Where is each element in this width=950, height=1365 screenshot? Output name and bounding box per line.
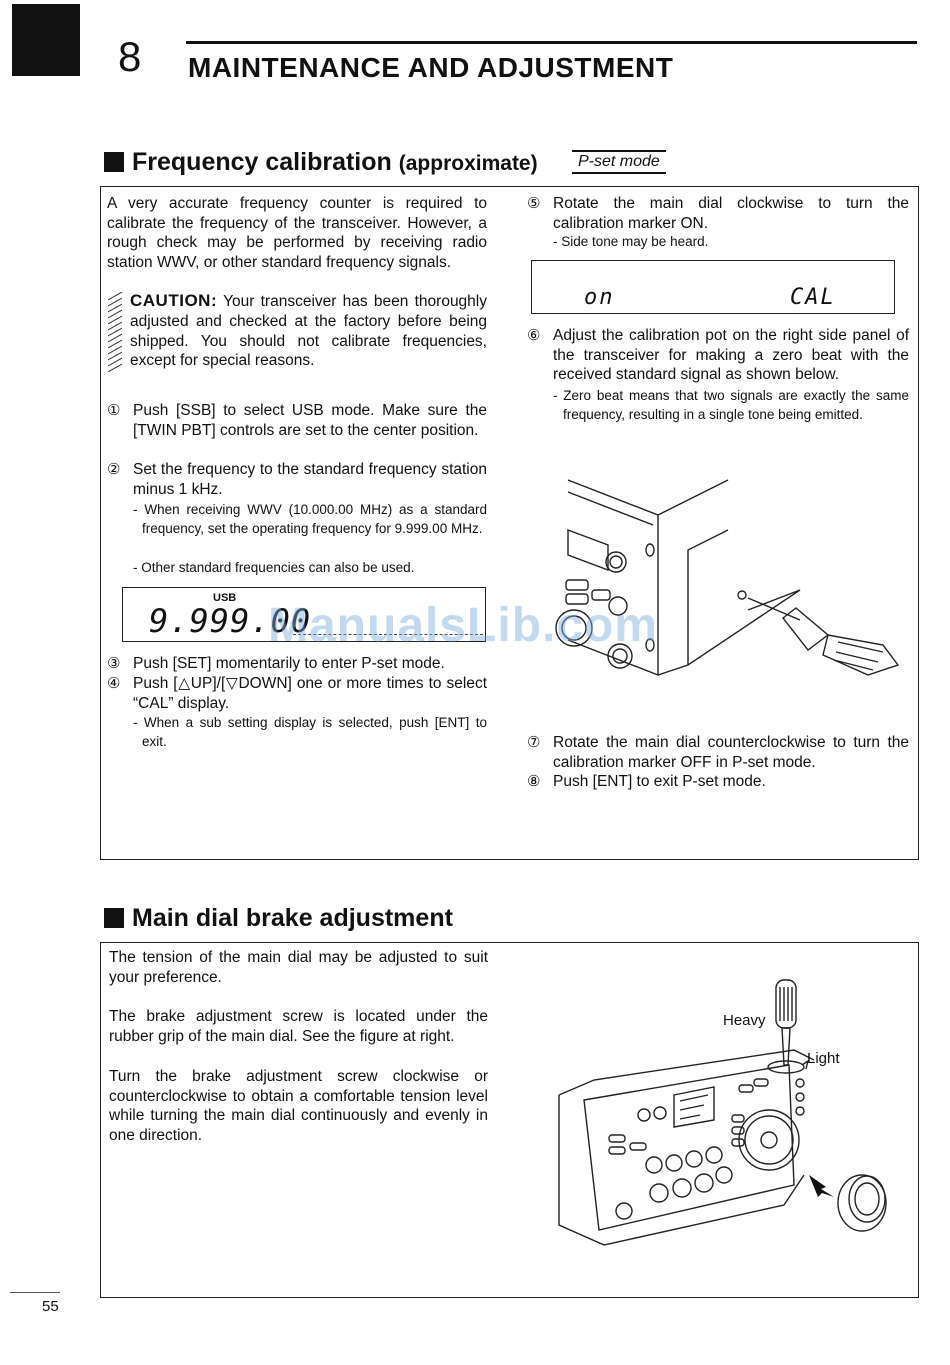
lcd-frequency-value: 9.999.00: [149, 602, 312, 640]
lcd-cal-left-text: on: [584, 285, 615, 310]
step-6-note: - Zero beat means that two signals are exactly the same frequency, resulting in a single tone being emitted.: [553, 388, 909, 423]
chapter-title: MAINTENANCE AND ADJUSTMENT: [188, 52, 674, 83]
step-7: ⑦ Rotate the main dial counterclockwise to turn the calibration marker OFF in P-set mode.: [527, 734, 909, 771]
watermark: ManualsLib.com: [268, 599, 659, 652]
lcd-mode-label: USB: [213, 592, 237, 604]
chapter-rule: [186, 41, 917, 44]
step-5-note: - Side tone may be heard.: [553, 234, 709, 249]
caution-hatch-icon: [108, 292, 122, 372]
step-4: ④ Push [△UP]/[▽DOWN] one or more times to select “CAL” display.: [107, 675, 487, 712]
lcd-cal-display: [531, 260, 895, 314]
step-8: ⑧ Push [ENT] to exit P-set mode.: [527, 773, 766, 790]
section-bullet: [104, 908, 124, 928]
section-subtitle: (approximate): [398, 152, 538, 175]
step-6: ⑥ Adjust the calibration pot on the right side panel of the transceiver for making a zero beat with the received standard signal as shown below.: [527, 327, 909, 384]
step-1: ① Push [SSB] to select USB mode. Make sure the [TWIN PBT] controls are set to the center position.: [107, 402, 487, 439]
label-light: Light: [807, 1050, 840, 1067]
step-5: ⑤ Rotate the main dial clockwise to turn the calibration marker ON.: [527, 195, 909, 232]
section-title-frequency-calibration: Frequency calibration (approximate): [132, 148, 538, 176]
caution-label: CAUTION:: [130, 291, 218, 310]
step-3: ③ Push [SET] momentarily to enter P-set mode.: [107, 655, 445, 672]
lcd-cal-right-text: CAL: [790, 285, 836, 310]
step-2-note-other: - Other standard frequencies can also be used.: [133, 560, 415, 575]
section-title-main-dial-brake: Main dial brake adjustment: [132, 904, 453, 932]
pset-mode-tag: P-set mode: [572, 150, 666, 174]
step-4-note: - When a sub setting display is selected, push [ENT] to exit.: [133, 715, 487, 750]
chapter-number: 8: [118, 33, 142, 80]
brake-paragraph-2: The brake adjustment screw is located under the rubber grip of the main dial. See the figure at right.: [109, 1008, 488, 1045]
step-2-note-wwv: - When receiving WWV (10.000.00 MHz) as a standard frequency, set the operating frequency for 9.999.00 MHz.: [133, 502, 487, 537]
brake-paragraph-3: Turn the brake adjustment screw clockwise or counterclockwise to obtain a comfortable tension level while turning the main dial continuously and evenly in one direction.: [109, 1068, 488, 1144]
section-bullet: [104, 152, 124, 172]
step-2: ② Set the frequency to the standard frequency station minus 1 kHz.: [107, 461, 487, 498]
intro-paragraph: A very accurate frequency counter is required to calibrate the frequency of the transceiver. However, a rough check may be performed by receiving radio station WWV, or other standard frequency signals.: [107, 195, 487, 271]
page-number: 55: [42, 1298, 59, 1315]
chapter-tab: [12, 4, 80, 76]
brake-paragraph-1: The tension of the main dial may be adjusted to suit your preference.: [109, 949, 488, 986]
page-number-rule: [10, 1292, 60, 1293]
label-heavy: Heavy: [723, 1012, 766, 1029]
caution-text: CAUTION: Your transceiver has been thoroughly adjusted and checked at the factory before being shipped. You should not calibrate frequencies, except for special reasons.: [130, 291, 487, 370]
